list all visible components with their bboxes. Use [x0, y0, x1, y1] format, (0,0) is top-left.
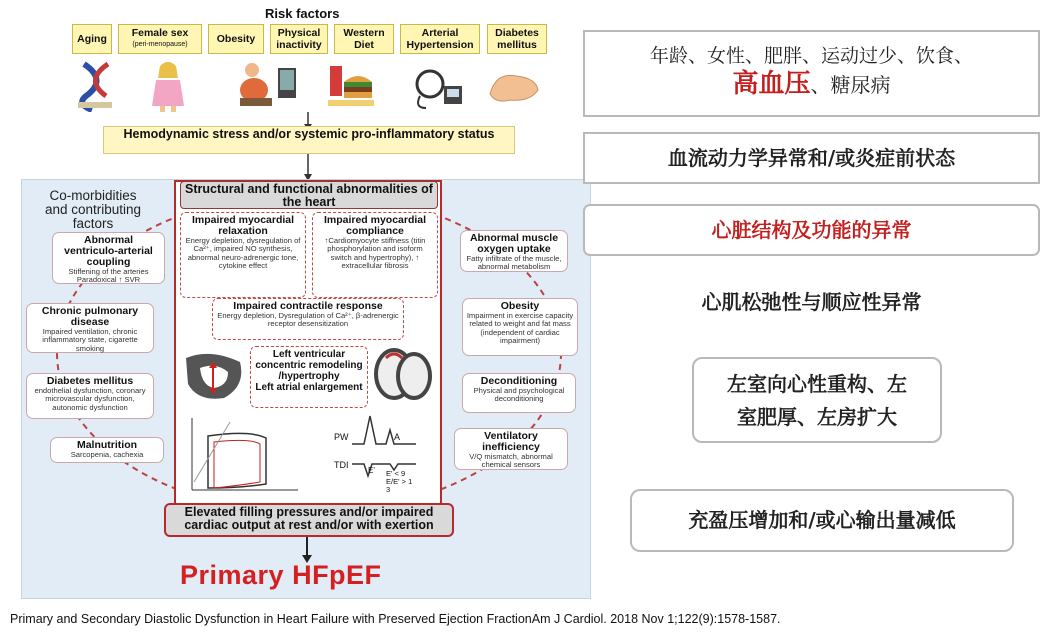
relaxation-compliance-annotation: 心肌松弛性与顺应性异常	[701, 290, 922, 314]
risk-factors-title: Risk factors	[265, 6, 340, 21]
lv-remodeling-box: Left ventricular concentric remodeling /hypertrophy Left atrial enlargement	[250, 346, 368, 408]
doppler-ratio-label: E' < 9 E/E' > 1 3	[386, 469, 413, 494]
fast-food-icon	[326, 60, 376, 112]
blood-pressure-cuff-icon	[410, 60, 466, 112]
comorbidity-obesity: Obesity Impairment in exercise capacity related to weight and fat mass (independent of cardiac impairment)	[462, 298, 578, 356]
pressure-volume-loop-chart	[180, 412, 304, 498]
comorbidity-malnutrition: Malnutrition Sarcopenia, cachexia	[50, 437, 164, 463]
impaired-compliance-box: Impaired myocardial compliance ↑Cardiomyocyte stiffness (titin phosphorylation and isoform switch and hypertrophy), ↑ extracellular fibrosis	[312, 212, 438, 298]
structural-annotation: 心脏结构及功能的异常	[583, 204, 1040, 256]
a-wave-label: A	[394, 432, 401, 442]
hypertrophied-heart-icon	[180, 348, 250, 404]
pw-label: PW	[334, 432, 349, 442]
comorbidity-ventriculo-arterial: Abnormal ventriculo-arterial coupling Stiffening of the arteries Paradoxical ↑ SVR	[52, 232, 165, 284]
woman-icon	[148, 60, 188, 112]
enlarged-atrium-heart-icon	[372, 344, 434, 406]
comorbidity-ventilatory: Ventilatory inefficiency V/Q mismatch, abnormal chemical sensors	[454, 428, 568, 470]
risk-factors-annotation: 年龄、女性、肥胖、运动过少、饮食、 高血压、糖尿病	[583, 30, 1040, 117]
comorbidity-deconditioning: Deconditioning Physical and psychological deconditioning	[462, 373, 576, 413]
risk-factor-physical-inactivity: Physical inactivity	[270, 24, 328, 54]
sitting-person-icon	[232, 60, 298, 112]
primary-hfpef-title: Primary HFpEF	[180, 560, 382, 590]
risk-factor-aging: Aging	[72, 24, 112, 54]
citation-text: Primary and Secondary Diastolic Dysfunction in Heart Failure with Preserved Ejection FractionAm J Cardiol. 2018 Nov 1;122(9):1578-1587.	[10, 612, 781, 626]
arrow-down-icon	[303, 154, 313, 182]
filling-pressure-annotation: 充盈压增加和/或心输出量减低	[630, 489, 1014, 552]
comorbidity-muscle-oxygen: Abnormal muscle oxygen uptake Fatty infiltrate of the muscle, abnormal metabolism	[460, 230, 568, 272]
tdi-label: TDI	[334, 460, 349, 470]
hemodynamic-annotation: 血流动力学异常和/或炎症前状态	[583, 132, 1040, 184]
impaired-relaxation-box: Impaired myocardial relaxation Energy depletion, dysregulation of Ca²⁺, impaired NO synthesis, abnormal neuro-adrenergic tone, cytokine effect	[180, 212, 306, 298]
comorbidities-title: Co-morbidities and contributing factors	[44, 188, 142, 231]
dna-icon	[74, 60, 120, 112]
pancreas-icon	[486, 60, 542, 112]
structural-functional-header: Structural and functional abnormalities of the heart	[180, 181, 438, 209]
impaired-contractile-box: Impaired contractile response Energy depletion, Dysregulation of Ca²⁺, β-adrenergic receptor desensitization	[212, 298, 404, 340]
e-prime-label: E'	[368, 466, 375, 475]
risk-factor-obesity: Obesity	[208, 24, 264, 54]
risk-factor-arterial-hypertension: Arterial Hypertension	[400, 24, 480, 54]
comorbidity-diabetes: Diabetes mellitus endothelial dysfunction, coronary microvascular dysfunction, autonomic dysfunction	[26, 373, 154, 419]
elevated-filling-pressures-box: Elevated filling pressures and/or impaired cardiac output at rest and/or with exertion	[164, 503, 454, 537]
hemodynamic-stress-box: Hemodynamic stress and/or systemic pro-inflammatory status	[103, 126, 515, 154]
remodeling-annotation: 左室向心性重构、左 室肥厚、左房扩大	[692, 357, 942, 443]
risk-factor-diabetes: Diabetes mellitus	[487, 24, 547, 54]
risk-factor-female-sex: Female sex (peri-menopause)	[118, 24, 202, 54]
risk-factor-western-diet: Western Diet	[334, 24, 394, 54]
comorbidity-pulmonary: Chronic pulmonary disease Impaired ventilation, chronic inflammatory state, cigarette smoking	[26, 303, 154, 353]
